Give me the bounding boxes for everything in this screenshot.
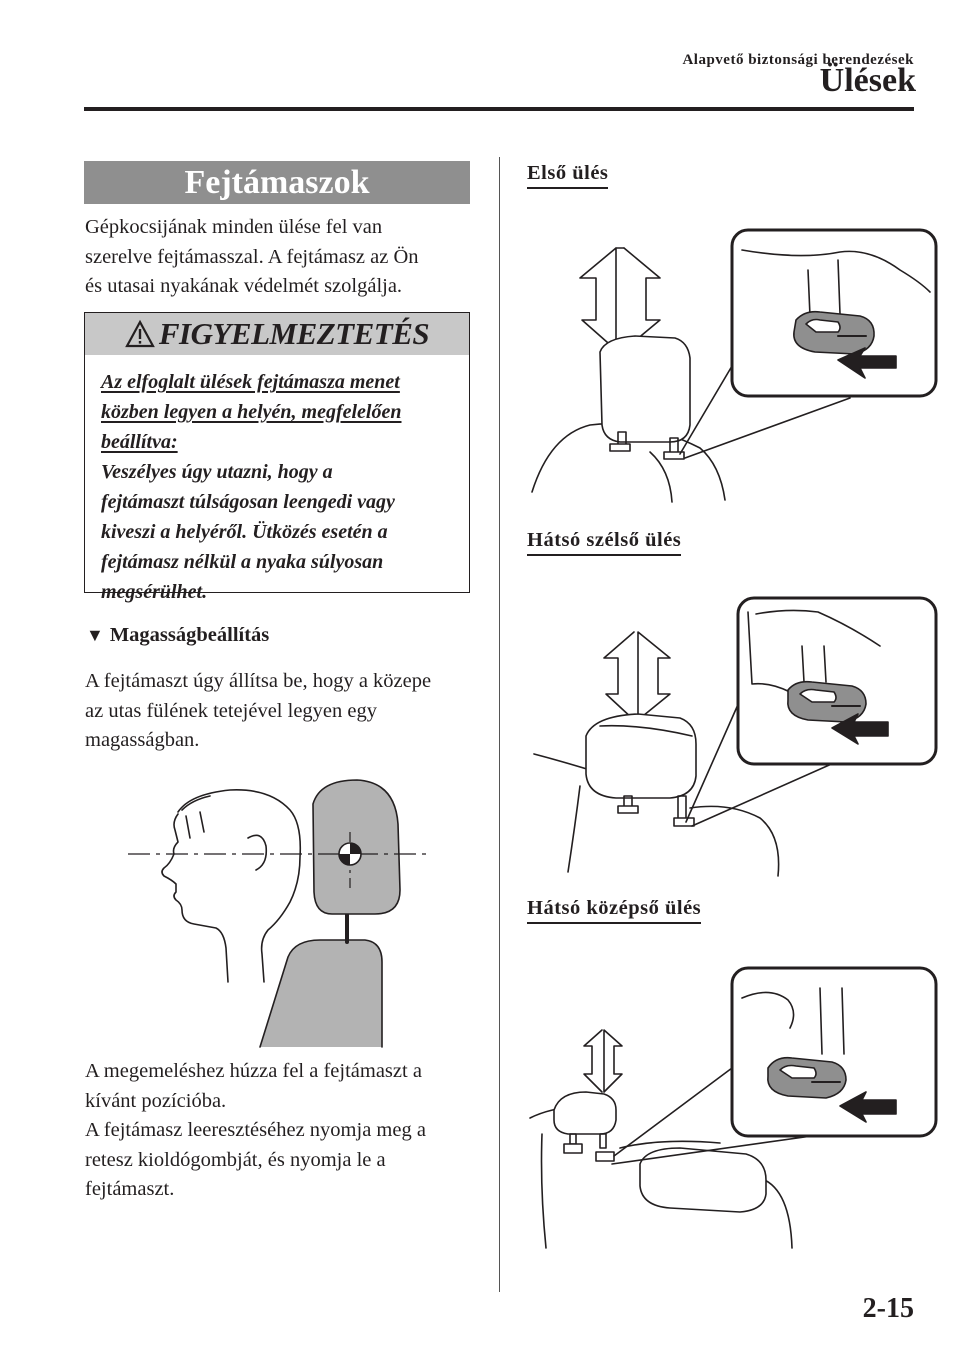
warning-box: [84, 312, 470, 603]
section-title: Fejtámaszok: [84, 161, 470, 204]
page-number: 2-15: [862, 1293, 914, 1324]
triangle-bullet-icon: ▼: [86, 625, 104, 645]
warning-line: közben legyen a helyén, megfelelően: [101, 401, 402, 423]
adjust-line: kívánt pozícióba.: [85, 1089, 227, 1112]
chapter-title: Ülések: [819, 62, 916, 99]
warning-title: FIGYELMEZTETÉS: [158, 316, 430, 351]
warning-line: fejtámaszt túlságosan leengedi vagy: [101, 491, 395, 513]
intro-line: és utasai nyakának védelmét szolgálja.: [85, 275, 403, 297]
height-line: az utas fülének tetejével legyen egy: [85, 699, 377, 722]
intro-paragraph: [85, 213, 485, 302]
height-line: A fejtámaszt úgy állítsa be, hogy a közepe: [85, 670, 432, 692]
subheading: [86, 624, 269, 647]
warning-triangle-icon: [125, 320, 155, 348]
warning-line: fejtámasz nélkül a nyaka súlyosan: [101, 551, 384, 573]
rear-outer-seat-illustration: [520, 586, 940, 876]
warning-header: [85, 313, 469, 355]
warning-line: megsérülhet.: [101, 581, 208, 603]
header-rule: [84, 107, 914, 111]
adjust-line: fejtámaszt.: [85, 1178, 175, 1200]
warning-text: [101, 367, 451, 607]
column-divider: [499, 157, 500, 1292]
height-paragraph: [85, 667, 485, 756]
height-line: magasságban.: [85, 729, 200, 751]
adjust-line: retesz kioldógombját, és nyomja le a: [85, 1148, 386, 1171]
adjust-line: A megemeléshez húzza fel a fejtámaszt a: [85, 1060, 422, 1082]
rear-center-seat-illustration: [520, 958, 940, 1248]
adjust-line: A fejtámasz leeresztéséhez nyomja meg a: [85, 1119, 426, 1141]
warning-line: beállítva:: [101, 431, 178, 453]
warning-line: kiveszi a helyéről. Ütközés esetén a: [101, 521, 388, 543]
subheading-text: Magasságbeállítás: [109, 624, 270, 646]
adjust-paragraph: [85, 1057, 485, 1205]
caption-rear-center-seat: Hátsó középső ülés: [527, 897, 701, 924]
caption-front-seat: Első ülés: [527, 162, 608, 189]
front-seat-illustration: [520, 220, 940, 510]
head-position-illustration: [120, 772, 450, 1052]
intro-line: Gépkocsijának minden ülése fel van: [85, 216, 383, 238]
caption-rear-outer-seat: Hátsó szélső ülés: [527, 529, 681, 556]
warning-line: Az elfoglalt ülések fejtámasza menet: [101, 371, 400, 393]
intro-line: szerelve fejtámasszal. A fejtámasz az Ön: [85, 245, 419, 268]
warning-line: Veszélyes úgy utazni, hogy a: [101, 461, 333, 483]
section-label: Alapvető biztonsági berendezések: [682, 52, 914, 68]
